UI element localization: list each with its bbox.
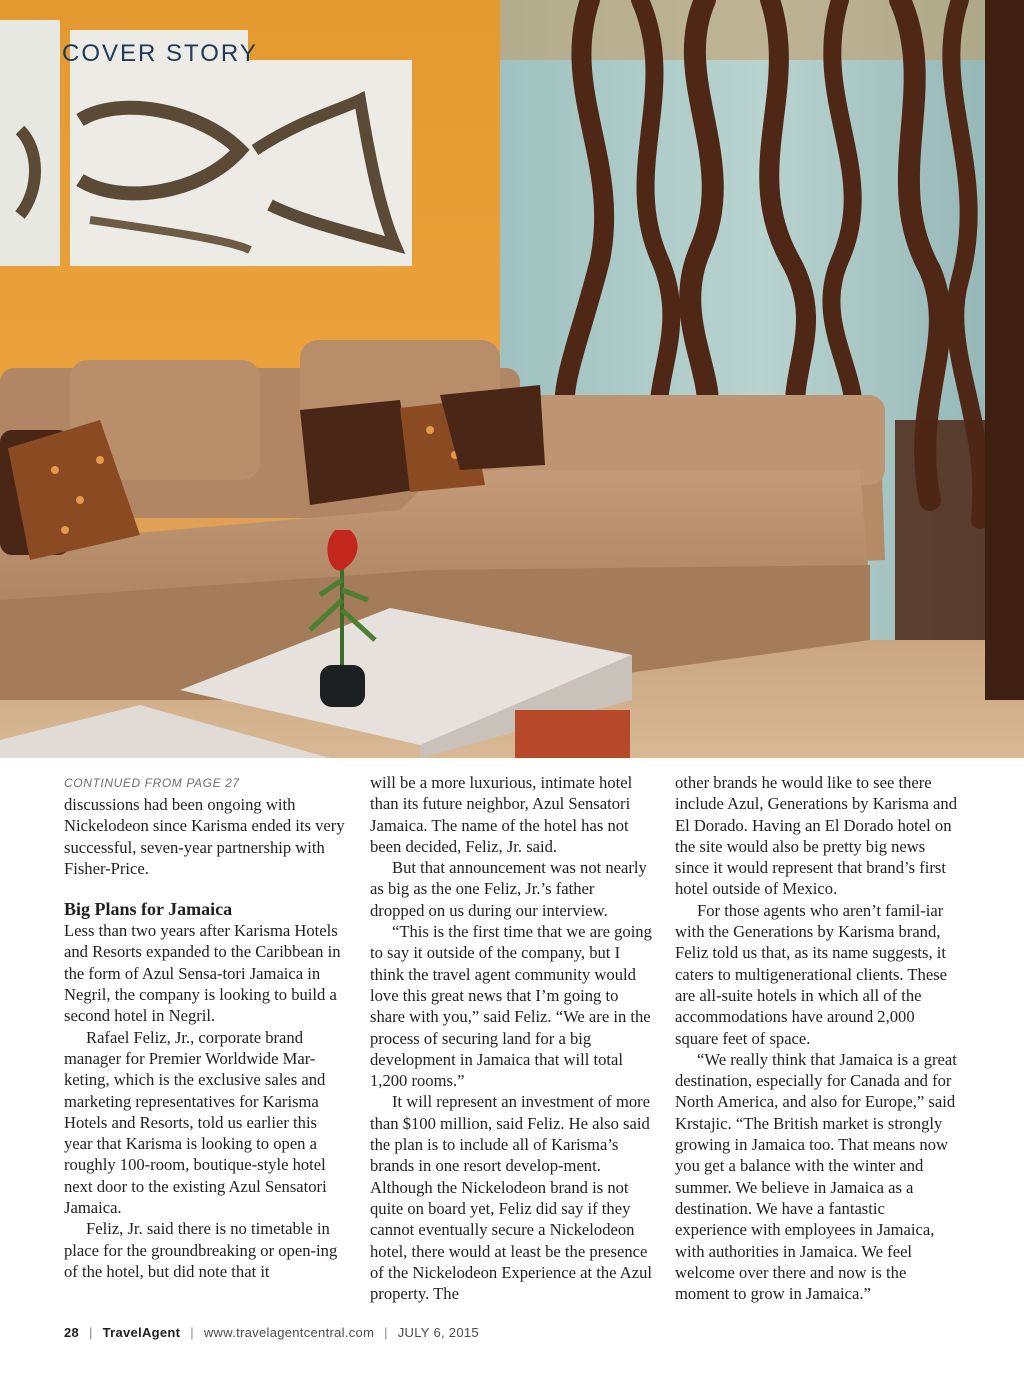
paragraph: For those agents who aren’t famil-iar with the Generations by Karisma brand, Feliz told us that, as its name suggests, it caters to multigenerational clients. These are all-suite hotels in which all of the accommodations have around 2,000 square feet of space. <box>675 900 948 1048</box>
section-label: COVER STORY <box>62 40 258 67</box>
paragraph: Rafael Feliz, Jr., corporate brand manager for Premier Worldwide Mar-keting, which is the exclusive sales and marketing representatives for Karisma Hotels and Resorts, told us earlier this year that Karisma is looking to open a roughly 100-room, boutique-style hotel next door to the existing Azul Sensatori Jamaica. <box>64 1027 327 1218</box>
partition-post <box>985 0 1024 700</box>
footer-separator: | <box>384 1325 388 1340</box>
footer-separator: | <box>88 1325 93 1340</box>
subhead: Big Plans for Jamaica <box>64 899 233 920</box>
paragraph: Feliz, Jr. said there is no timetable in place for the groundbreaking or open-ing of the hotel, but did note that it <box>64 1219 338 1281</box>
page-footer <box>64 1325 479 1340</box>
paragraph: It will represent an investment of more than $100 million, said Feliz. He also said the plan is to include all of Karisma’s brands in one resort develop-ment. Although the Nickelodeon brand is not quite on board yet, Feliz did say if they cannot eventually secure a Nickelodeon hotel, there would at least be the presence of the Nickelodeon Experience at the Azul property. The <box>370 1092 652 1304</box>
paragraph: “This is the first time that we are going to say it outside of the company, but I think the travel agent community would love this great news that I’m going to share with you,” said Feliz. “We are in the process of securing land for a big development in Jamaica that will total 1,200 rooms.” <box>370 922 652 1091</box>
paragraph: discussions had been ongoing with Nickelodeon since Karisma ended its very successful, seven-year partnership with Fisher-Price. <box>64 795 345 878</box>
publication-name: TravelAgent <box>102 1325 181 1340</box>
continued-note: CONTINUED FROM PAGE 27 <box>64 776 240 790</box>
footer-separator: | <box>190 1325 194 1340</box>
text-column-3 <box>675 772 957 1304</box>
paragraph: will be a more luxurious, intimate hotel than its future neighbor, Azul Sensatori Jamaica. The name of the hotel has not been decided, Feliz, Jr. said. <box>370 773 633 856</box>
paragraph: “We really think that Jamaica is a great destination, especially for Canada and for North America, and also for Europe,” said Krstajic. “The British market is strongly growing in Jamaica too. That means now you get a balance with the winter and summer. We believe in Jamaica as a destination. We have a fantastic experience with employees in Jamaica, with authorities in Jamaica. We feel welcome over there and now is the moment to grow in Jamaica.” <box>675 1049 957 1304</box>
issue-date: JULY 6, 2015 <box>397 1325 479 1340</box>
page-number: 28 <box>64 1325 80 1340</box>
paragraph: other brands he would like to see there include Azul, Generations by Karisma and El Dorado. Having an El Dorado hotel on the site would also be pretty big news since it would represent that brand’s first hotel outside of Mexico. <box>675 773 958 899</box>
text-column-1 <box>64 772 346 1282</box>
text-column-2 <box>370 772 652 1304</box>
paragraph: But that announcement was not nearly as big as the one Feliz, Jr.’s father dropped on us during our interview. <box>370 858 647 920</box>
website-url: www.travelagentcentral.com <box>203 1325 375 1340</box>
paragraph: Less than two years after Karisma Hotels and Resorts expanded to the Caribbean in the form of Azul Sensa-tori Jamaica in Negril, the company is looking to build a second hotel in Negril. <box>64 921 341 1026</box>
